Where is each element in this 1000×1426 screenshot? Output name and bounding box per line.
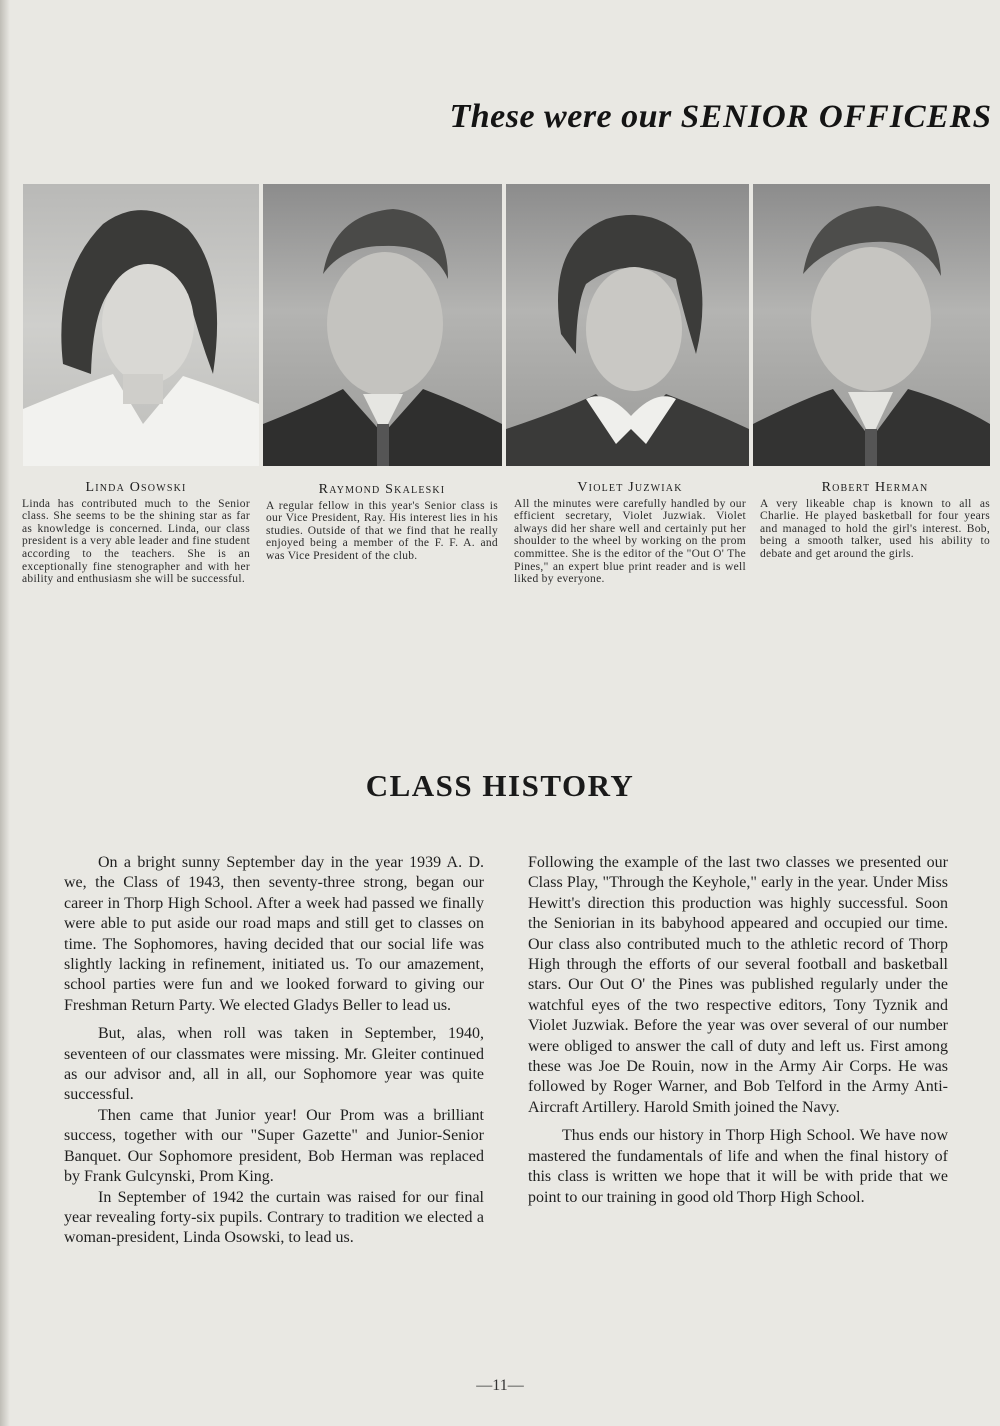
officer-photos [23,184,990,466]
portrait-linda [23,184,259,466]
officer-violet [514,482,746,586]
officer-name: Violet Juzwiak [577,480,683,495]
history-paragraph: But, alas, when roll was taken in September, 1940, seventeen of our classmates were missing. Mr. Gleiter continued as our advisor and, all in all, our Sophomore year was quite successful. [64,1025,484,1104]
officer-bio: A regular fellow in this year's Senior class is our Vice President, Ray. His interest lies in his studies. Outside of that we find that he really enjoyed being a member of the F. F. A. and was Vice President of the club. [266,499,498,562]
officer-bio: All the minutes were carefully handled by our efficient secretary, Violet Juzwiak. Violet always did her share well and certainly put her shoulder to the wheel by working on the prom committee. She is the editor of the "Out O' The Pines," an expert blue print reader and is well liked by everyone. [514,497,746,586]
page-edge-shadow [0,0,10,1426]
class-history-title: CLASS HISTORY [365,768,635,803]
page-number: —11— [476,1377,524,1394]
portrait-violet [506,184,749,466]
officer-name: Linda Osowski [85,480,187,495]
heading-emphasis: SENIOR OFFICERS [680,99,992,135]
officer-bio: Linda has contributed much to the Senior class. She seems to be the shining star as far as knowledge is concerned. Linda, our class president is a very able leader and fine student according to the teachers. She is an exceptionally fine stenographer and with her ability and enthusiasm she will be successful. [22,497,250,586]
officer-linda [22,482,250,586]
portrait-raymond [263,184,502,466]
history-paragraph: Thus ends our history in Thorp High School. We have now mastered the fundamentals of life and when the final history of this class is written we hope that it will be with pride that we point to our training in good old Thorp High School. [528,1127,948,1206]
portrait-robert [753,184,990,466]
officer-raymond [266,484,498,563]
officer-name: Robert Herman [821,480,929,495]
page-heading [449,98,992,136]
officer-bio: A very likeable chap is known to all as Charlie. He played basketball for four years and managed to hold the girl's interest. Bob, being a smooth talker, used his ability to debate and get around the girls. [760,497,990,560]
heading-prefix: These were our [449,98,681,135]
history-paragraph: On a bright sunny September day in the year 1939 A. D. we, the Class of 1943, then seventy-three strong, began our career in Thorp High School. After a week had passed we finally were able to put aside our road maps and still get to classes on time. The Sophomores, having decided that our social life was slightly lacking in refinement, initiated us. To our amazement, school parties were fun and we looked forward to giving our Freshman Return Party. We elected Gladys Beller to lead us. [64,854,484,1014]
history-left-column [64,853,484,1249]
officer-name: Raymond Skaleski [318,482,446,497]
history-right-column [528,853,948,1208]
history-paragraph: Then came that Junior year! Our Prom was a brilliant success, together with our "Super Gazette" and Junior-Senior Banquet. Our Sophomore president, Bob Herman was replaced by Frank Gulcynski, Prom King. [64,1106,484,1186]
history-paragraph: Following the example of the last two classes we presented our Class Play, "Through the Keyhole," early in the year. Under Miss Hewitt's direction this production was highly successful. Soon the Seniorian in its babyhood appeared and occupied our time. Our class also contributed much to the athletic record of Thorp High through the efforts of our several football and basketball stars. Our Out O' the Pines was published regularly under the watchful eyes of the two respective editors, Tony Tyznik and Violet Juzwiak. Before the year was over several of our number were obliged to answer the call of duty and left us. First among these was Joe De Rouin, now in the Army Air Corps. He was followed by Roger Warner, and Bob Telford in the Army Anti-Aircraft Artillery. Harold Smith joined the Navy. [528,854,948,1116]
officer-robert [760,482,990,561]
history-paragraph: In September of 1942 the curtain was raised for our final year revealing forty-six pupils. Contrary to tradition we elected a woman-president, Linda Osowski, to lead us. [64,1188,484,1247]
